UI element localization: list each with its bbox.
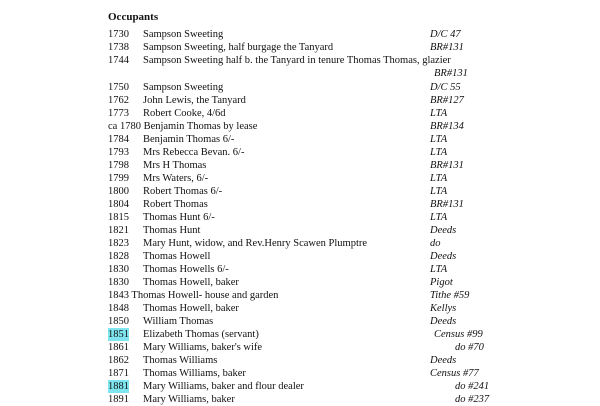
row-year: 1862 <box>108 355 129 366</box>
row-source: BR#131 <box>434 68 468 79</box>
row-source: do #237 <box>455 394 490 405</box>
row-occupant: Elizabeth Thomas (servant) <box>143 329 259 340</box>
row-year: 1848 <box>108 303 129 314</box>
row-source: LTA <box>430 212 448 223</box>
table-row <box>0 146 600 159</box>
row-source: do <box>430 238 441 249</box>
row-occupant: Thomas Howell, baker <box>143 303 239 314</box>
row-source: BR#127 <box>430 95 464 106</box>
table-row <box>0 354 600 367</box>
row-source: do #70 <box>455 342 484 353</box>
row-occupant: William Thomas <box>143 316 214 327</box>
table-row <box>0 328 600 341</box>
row-year: 1762 <box>108 95 129 106</box>
row-source: LTA <box>430 173 448 184</box>
table-row <box>0 276 600 289</box>
row-year: 1744 <box>108 55 129 66</box>
row-source: Tithe #59 <box>430 290 470 301</box>
row-occupant: John Lewis, the Tanyard <box>143 95 246 106</box>
row-source: Deeds <box>430 355 457 366</box>
row-year: 1830 <box>108 264 129 275</box>
row-entry: 1843 Thomas Howell- house and garden <box>108 290 279 301</box>
table-row <box>0 289 600 302</box>
row-year: 1773 <box>108 108 129 119</box>
row-occupant: Thomas Howell, baker <box>143 277 239 288</box>
row-source: Deeds <box>430 251 457 262</box>
row-year: 1891 <box>108 394 129 405</box>
row-source: Deeds <box>430 225 457 236</box>
table-row <box>0 185 600 198</box>
table-row <box>0 380 600 393</box>
row-year: 1823 <box>108 238 129 249</box>
table-row <box>0 28 600 41</box>
row-occupant: Robert Cooke, 4/6d <box>143 108 226 119</box>
row-occupant: Mary Williams, baker and flour dealer <box>143 381 304 392</box>
row-source: do #241 <box>455 381 490 392</box>
row-year: 1799 <box>108 173 129 184</box>
row-source: LTA <box>430 147 448 158</box>
table-row <box>0 107 600 120</box>
row-occupant: Mary Hunt, widow, and Rev.Henry Scawen Plumptre <box>143 238 368 249</box>
row-source: BR#131 <box>430 42 464 53</box>
row-occupant: Mrs H Thomas <box>143 160 207 171</box>
row-source: BR#131 <box>430 199 464 210</box>
row-source: Census #77 <box>430 368 479 379</box>
table-row <box>0 133 600 146</box>
row-year: 1730 <box>108 29 129 40</box>
row-source: LTA <box>430 134 448 145</box>
row-occupant: Mary Williams, baker's wife <box>143 342 263 353</box>
row-year: 1830 <box>108 277 129 288</box>
row-occupant: Thomas Williams <box>143 355 218 366</box>
row-occupant: Sampson Sweeting <box>143 29 224 40</box>
table-row <box>0 198 600 211</box>
row-year: 1861 <box>108 342 129 353</box>
table-row <box>0 237 600 250</box>
row-source: Deeds <box>430 316 457 327</box>
row-source: LTA <box>430 186 448 197</box>
table-row <box>0 211 600 224</box>
table-row <box>0 81 600 94</box>
row-year: 1793 <box>108 147 129 158</box>
row-occupant: Mary Williams, baker <box>143 394 235 405</box>
table-row <box>0 41 600 54</box>
row-occupant: Thomas Howells 6/- <box>143 264 229 275</box>
table-row <box>0 120 600 133</box>
table-row <box>0 94 600 107</box>
row-year: 1851 <box>108 329 129 340</box>
row-year: 1828 <box>108 251 129 262</box>
row-source: BR#131 <box>430 160 464 171</box>
row-occupant: Sampson Sweeting half b. the Tanyard in tenure Thomas Thomas, glazier <box>143 55 451 66</box>
row-occupant: Sampson Sweeting, half burgage the Tanyard <box>143 42 334 53</box>
row-occupant: Thomas Hunt <box>143 225 201 236</box>
table-row <box>0 250 600 263</box>
row-occupant: Robert Thomas 6/- <box>143 186 223 197</box>
row-year: 1800 <box>108 186 129 197</box>
row-year: 1784 <box>108 134 129 145</box>
row-source: Census #99 <box>434 329 483 340</box>
row-source: LTA <box>430 108 448 119</box>
section-heading: Occupants <box>108 11 159 23</box>
row-year: 1871 <box>108 368 129 379</box>
row-source: BR#134 <box>430 121 464 132</box>
row-occupant: Mrs Rebecca Bevan. 6/- <box>143 147 245 158</box>
row-source: Kellys <box>430 303 457 314</box>
row-year: 1804 <box>108 199 129 210</box>
row-source: D/C 55 <box>430 82 461 93</box>
table-row <box>0 54 600 67</box>
row-year: 1750 <box>108 82 129 93</box>
row-occupant: Thomas Hunt 6/- <box>143 212 215 223</box>
row-occupant: Thomas Howell <box>143 251 211 262</box>
row-year: 1821 <box>108 225 129 236</box>
row-entry: ca 1780 Benjamin Thomas by lease <box>108 121 258 132</box>
row-year: 1881 <box>108 381 129 392</box>
row-year: 1738 <box>108 42 129 53</box>
table-row <box>0 172 600 185</box>
row-source: D/C 47 <box>430 29 461 40</box>
table-row <box>0 302 600 315</box>
row-year: 1815 <box>108 212 129 223</box>
row-occupant: Mrs Waters, 6/- <box>143 173 209 184</box>
row-source: Pigot <box>430 277 453 288</box>
row-year: 1798 <box>108 160 129 171</box>
table-row-continuation <box>0 67 600 80</box>
row-occupant: Benjamin Thomas 6/- <box>143 134 235 145</box>
table-row <box>0 367 600 380</box>
row-source: LTA <box>430 264 448 275</box>
row-year: 1850 <box>108 316 129 327</box>
row-occupant: Thomas Williams, baker <box>143 368 246 379</box>
table-row <box>0 263 600 276</box>
table-row <box>0 341 600 354</box>
row-occupant: Sampson Sweeting <box>143 82 224 93</box>
table-row <box>0 224 600 237</box>
row-occupant: Robert Thomas <box>143 199 208 210</box>
table-row <box>0 159 600 172</box>
table-row <box>0 315 600 328</box>
